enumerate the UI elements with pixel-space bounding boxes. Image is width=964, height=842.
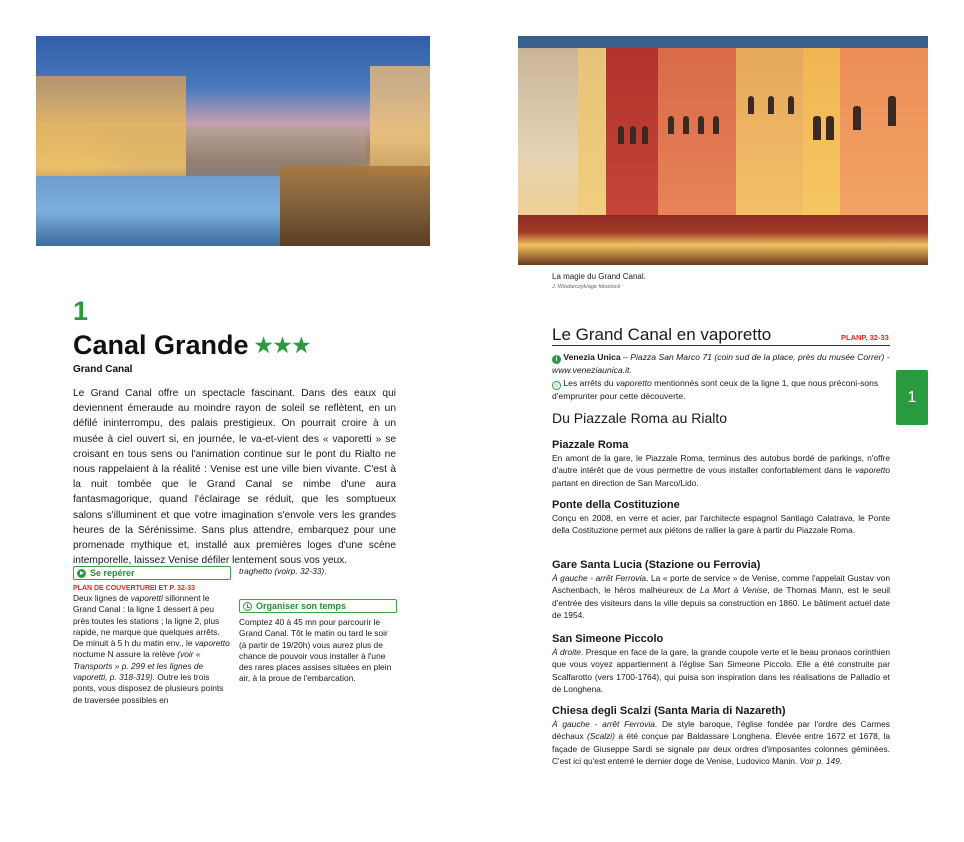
grand-canal-facades-photo — [518, 36, 928, 265]
orient-map-ref: PLAN DE COUVERTUREI ET P. 32-33 — [73, 585, 196, 592]
play-circle-icon — [77, 569, 86, 578]
text-run-italic: vaporetto — [194, 638, 230, 649]
time-text: Comptez 40 à 45 mn pour parcourir le Grand Canal. Tôt le matin ou tard le soir (à partir de 19/20h) vous aurez plus de chance de pouvoir vous installer à l'une des rares places assises situées en plein air, à la proue de l'embarcation. — [239, 617, 392, 684]
text-run-italic: À droite — [552, 647, 581, 657]
orient-text — [73, 593, 231, 706]
photo-restaurant-awnings — [518, 215, 928, 265]
info-icon: i — [552, 355, 561, 364]
tip-line — [552, 377, 892, 403]
grand-canal-dusk-photo — [36, 36, 430, 246]
text-run: a été conçue par Baldassare Longhena. Élevée entre 1672 et 1678, la façade de Giuseppe Sardi se signale par deux ordres d'imposantes colonnes géminées. C'est ici qu'est enterré le dernier doge de Venise, Ludovico Manin. — [552, 731, 890, 767]
entry-text — [552, 718, 890, 768]
text-run-italic: La Mort à Venise — [699, 585, 768, 596]
text-run: Outre les trois ponts, vous disposez de plusieurs points de traversée possibles en — [73, 672, 224, 705]
entry-title: Gare Santa Lucia (Stazione ou Ferrovia) — [552, 559, 761, 571]
text-run: Deux lignes de — [73, 593, 131, 603]
entry-title: Ponte della Costituzione — [552, 499, 680, 511]
text-run: partant en direction de San Marco/Lido. — [552, 477, 699, 488]
text-run: Les arrêts du — [561, 378, 616, 388]
entry-ponte-costituzione — [552, 498, 890, 537]
info-dash: – — [620, 352, 631, 362]
entry-title: Piazzale Roma — [552, 439, 629, 451]
entry-gare-santa-lucia — [552, 558, 890, 622]
entry-piazzale-roma — [552, 438, 890, 489]
entry-title: San Simeone Piccolo — [552, 633, 664, 645]
orient-heading-text: Se repérer — [90, 568, 135, 578]
time-heading-text: Organiser son temps — [256, 601, 347, 611]
chapter-number: 1 — [73, 296, 89, 326]
text-run-italic: vaporetto — [855, 465, 890, 476]
entry-san-simeone-piccolo — [552, 632, 890, 696]
page-title — [73, 328, 311, 363]
time-box — [239, 599, 397, 685]
entry-chiesa-scalzi — [552, 704, 890, 768]
text-run: noctume N assure la relève — [73, 649, 178, 660]
info-block — [552, 351, 892, 403]
smiley-icon: ☺ — [553, 383, 560, 389]
text-run-italic: vaporetto — [615, 378, 652, 388]
facade — [840, 48, 928, 225]
photo-caption: La magie du Grand Canal. — [552, 272, 646, 281]
title-text: Canal Grande — [73, 330, 249, 360]
orient-box — [73, 566, 231, 706]
plan-reference: PLANP. 32-33 — [841, 333, 889, 342]
text-run: . De style baroque, l'église fondée par l'ordre des Carmes déchaux — [552, 719, 890, 742]
orient-text-continued — [239, 566, 399, 577]
time-box-heading — [239, 599, 397, 613]
subsection-title: Du Piazzale Roma au Rialto — [552, 410, 728, 426]
facade — [658, 48, 738, 225]
section-title: Le Grand Canal en vaporetto — [552, 325, 772, 344]
entry-text — [552, 572, 890, 622]
text-run-italic: (voir « Transports » p. 299 et les lignes de vaporetti, p. 318-319). — [73, 649, 204, 683]
text-run: , de Thomas Mann, est le seuil d'entrée des visiteurs dans la ville depuis sa construction en 1860. Le bâtiment actuel date de 1954. — [552, 585, 890, 621]
text-run-italic: À gauche - arrêt Ferrovia — [552, 573, 647, 583]
text-run: sillonnent le Grand Canal : la ligne 1 dessert à peu près toutes les stations ; la ligne 2, plus rapide, ne marque que quelques arrêts. De minuit à 5 h du matin env., le — [73, 593, 220, 649]
info-name: Venezia Unica — [563, 352, 621, 362]
clock-icon — [243, 602, 252, 611]
info-address: Piazza San Marco 71 (coin sud de la place, près du musée Correr) - www.veneziaunica.it. — [552, 352, 890, 375]
intro-paragraph: Le Grand Canal offre un spectacle fascinant. Dans des eaux qui deviennent émeraude au moindre rayon de soleil se reflètent, en un défilé ininterrompu, des palais prestigieux. On pourrait croire à un musée à ciel ouvert si, en journée, le va-et-vient des « vaporetti » se croisant en tous sens ou l'animation continue sur le pont du Rialto ne nous rappelaient à la réalité : Venise est une ville bien vivante. C'est à la nuit tombée que le Grand Canal se nimbe d'une aura fantasmagorique, quand l'éclairage se réduit, que les somptueux salons s'illuminent et que votre imagination s'envole vers les grandes heures de la Sérénissime. Sans plus attendre, embarquez pour une promenade mythique et, installé aux premières loges d'une scène intemporelle, laissez Venise défiler lentement sous vos yeux. — [73, 388, 396, 567]
facade — [736, 48, 806, 225]
entry-text — [552, 452, 890, 489]
photo-credit: J. Wlodarczyk/age fotostock — [552, 284, 621, 290]
entry-text — [552, 646, 890, 696]
text-run: mentionnés sont ceux de la ligne 1, que nous préconi-sons d'emprunter pour cette découverte. — [552, 378, 879, 401]
info-line — [552, 351, 892, 377]
entry-text: Conçu en 2008, en verre et acier, par l'architecte espagnol Santiago Calatrava, le Ponte della Costituzione permet aux piétons de rallier la gare à partir du Piazzale Roma. — [552, 513, 890, 536]
text-run: . Presque en face de la gare, la grande coupole verte et le beau pronaos corinthien que vous voyez appartiennent à l'église San Simeone Piccolo. Elle a été construite par Scalfarotto (vers 1700-1764), qui puisa son inspiration dans les réalisations de Palladio et de Longhena. — [552, 647, 890, 695]
rating-stars: ★★★ — [254, 335, 312, 357]
chapter-tab[interactable]: 1 — [896, 370, 928, 425]
text-run: . — [324, 566, 327, 576]
facade — [803, 48, 843, 225]
orient-box-heading — [73, 566, 231, 580]
text-run-italic: À gauche - arrêt Ferrovia — [552, 719, 655, 729]
text-run-italic: traghetto (voirp. 32-33) — [239, 566, 325, 576]
text-run: En amont de la gare, le Piazzale Roma, terminus des autobus bordé de parkings, n'offre d'autre intérêt que de vous permettre de vous installer confortablement dans le — [552, 453, 890, 476]
text-run-italic: Voir p. 149. — [799, 756, 843, 767]
photo-docks — [280, 166, 430, 246]
page-subtitle: Grand Canal — [73, 364, 133, 375]
text-run: . La « porte de service » de Venise, comme l'appelait Gustav von Aschenbach, le héros malheureux de — [552, 573, 890, 596]
text-run-italic: vaporetti — [130, 593, 163, 603]
entry-title: Chiesa degli Scalzi (Santa Maria di Nazareth) — [552, 705, 786, 717]
section-divider — [552, 345, 890, 346]
text-run-italic: (Scalzi) — [587, 731, 615, 742]
